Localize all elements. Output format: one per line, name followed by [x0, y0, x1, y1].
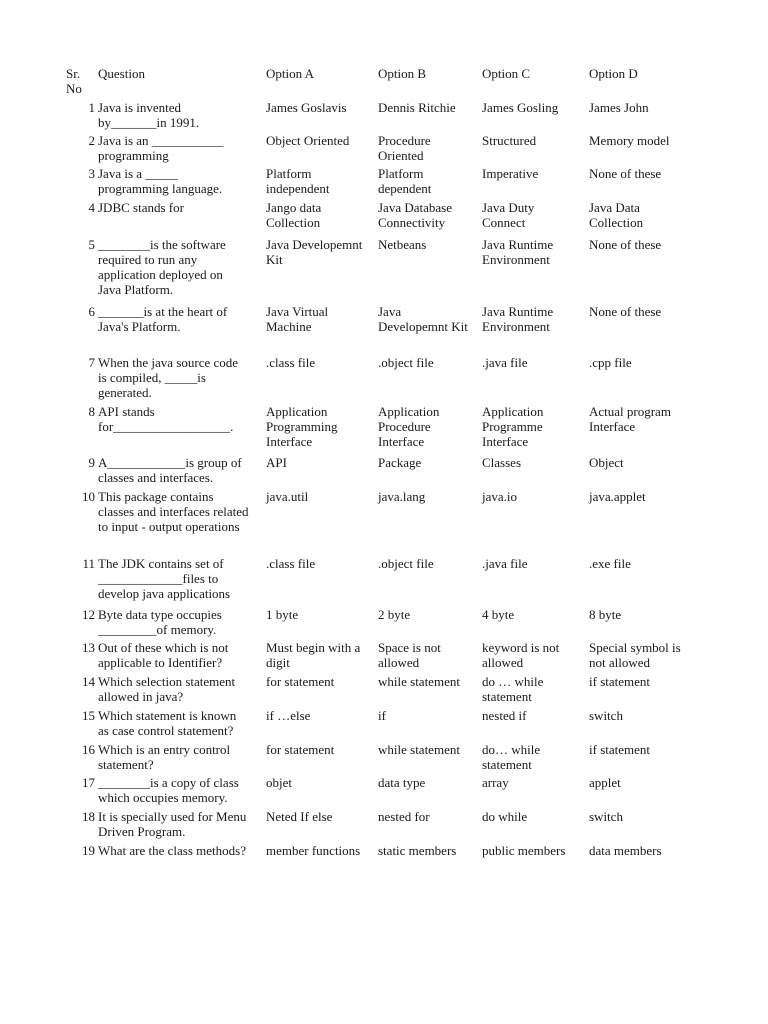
option-d: if statement [589, 674, 651, 689]
table-row [60, 808, 700, 842]
option-d: applet [589, 775, 621, 790]
option-a: Neted If else [266, 809, 333, 824]
row-number: 18 [82, 809, 95, 824]
option-d: data members [589, 843, 662, 858]
option-a: .class file [266, 355, 316, 370]
question-text: API stands for__________________. [98, 404, 234, 434]
option-c: Java Runtime Environment [482, 304, 554, 334]
table-row [60, 454, 700, 488]
option-d: java.applet [589, 489, 646, 504]
option-c: do while [482, 809, 528, 824]
row-number: 3 [88, 166, 95, 181]
option-c: James Gosling [482, 100, 559, 115]
option-b: while statement [378, 674, 460, 689]
option-b: if [378, 708, 386, 723]
option-c: do… while statement [482, 742, 541, 772]
option-a: Java Virtual Machine [266, 304, 329, 334]
option-a: java.util [266, 489, 309, 504]
option-d: Object [589, 455, 624, 470]
option-c: Imperative [482, 166, 539, 181]
option-a: Application Programming Interface [266, 404, 338, 449]
table-row [60, 132, 700, 165]
option-a: if …else [266, 708, 311, 723]
option-b: nested for [378, 809, 430, 824]
option-a: Platform independent [266, 166, 330, 196]
option-b: 2 byte [378, 607, 411, 622]
option-b: .object file [378, 556, 434, 571]
option-b: Package [378, 455, 422, 470]
option-c: keyword is not allowed [482, 640, 560, 670]
option-a: for statement [266, 742, 335, 757]
question-text: A____________is group of classes and interfaces. [98, 455, 242, 485]
option-b: Java Database Connectivity [378, 200, 452, 230]
table-row [60, 99, 700, 132]
option-c: java.io [482, 489, 518, 504]
option-d: None of these [589, 237, 662, 252]
option-d: Actual program Interface [589, 404, 671, 434]
option-c: .java file [482, 556, 528, 571]
option-d: None of these [589, 166, 662, 181]
question-text: When the java source code is compiled, _____is generated. [98, 355, 239, 400]
option-a: 1 byte [266, 607, 299, 622]
table-row [60, 236, 700, 303]
question-text: ________is the software required to run any application deployed on Java Platform. [98, 237, 226, 297]
option-b: Dennis Ritchie [378, 100, 456, 115]
option-b: static members [378, 843, 457, 858]
row-number: 13 [82, 640, 95, 655]
option-c: Classes [482, 455, 521, 470]
table-row [60, 707, 700, 741]
question-text: Byte data type occupies _________of memory. [98, 607, 222, 637]
table-row [60, 555, 700, 606]
option-a: member functions [266, 843, 361, 858]
option-d: 8 byte [589, 607, 622, 622]
option-c: Java Runtime Environment [482, 237, 554, 267]
header-option-c: Option C [482, 66, 531, 81]
table-row [60, 741, 700, 774]
header-option-a: Option A [266, 66, 315, 81]
header-sr-no: Sr. No [66, 66, 82, 96]
option-d: switch [589, 809, 623, 824]
question-text: Java is invented by_______in 1991. [98, 100, 200, 130]
option-d: .cpp file [589, 355, 632, 370]
option-b: java.lang [378, 489, 426, 504]
table-row [60, 165, 700, 199]
question-rows [60, 99, 700, 876]
option-b: Space is not allowed [378, 640, 441, 670]
question-text: What are the class methods? [98, 843, 246, 858]
row-number: 2 [88, 133, 95, 148]
question-text: The JDK contains set of _____________files to develop java applications [98, 556, 231, 601]
table-row [60, 403, 700, 454]
option-b: while statement [378, 742, 460, 757]
option-a: API [266, 455, 287, 470]
option-a: James Goslavis [266, 100, 347, 115]
option-c: nested if [482, 708, 527, 723]
row-number: 1 [88, 100, 95, 115]
table-row [60, 488, 700, 555]
row-number: 6 [88, 304, 95, 319]
option-a: Must begin with a digit [266, 640, 361, 670]
question-text: This package contains classes and interfaces related to input - output operations [98, 489, 249, 534]
option-c: public members [482, 843, 566, 858]
question-table [60, 65, 700, 876]
table-row [60, 774, 700, 808]
option-d: None of these [589, 304, 662, 319]
option-d: Special symbol is not allowed [589, 640, 681, 670]
row-number: 15 [82, 708, 95, 723]
row-number: 9 [88, 455, 95, 470]
header-row [60, 65, 700, 99]
option-d: if statement [589, 742, 651, 757]
question-text: Java is a _____ programming language. [98, 166, 223, 196]
header-option-b: Option B [378, 66, 427, 81]
table-row [60, 303, 700, 354]
option-b: Platform dependent [378, 166, 432, 196]
question-text: It is specially used for Menu Driven Program. [98, 809, 247, 839]
option-a: Java Developemnt Kit [266, 237, 363, 267]
option-a: Jango data Collection [266, 200, 322, 230]
option-d: Memory model [589, 133, 670, 148]
table-row [60, 354, 700, 403]
table-row [60, 842, 700, 876]
table-row [60, 673, 700, 707]
row-number: 12 [82, 607, 95, 622]
option-a: for statement [266, 674, 335, 689]
question-text: ________is a copy of class which occupies memory. [98, 775, 239, 805]
option-b: Netbeans [378, 237, 427, 252]
question-text: Java is an ___________ programming [98, 133, 224, 163]
question-text: Which selection statement allowed in java? [98, 674, 236, 704]
option-d: Java Data Collection [589, 200, 644, 230]
header-option-d: Option D [589, 66, 638, 81]
table-row [60, 606, 700, 639]
option-c: Application Programme Interface [482, 404, 544, 449]
option-c: Java Duty Connect [482, 200, 535, 230]
option-b: Procedure Oriented [378, 133, 431, 163]
question-text: Which statement is known as case control statement? [98, 708, 237, 738]
table-row [60, 639, 700, 673]
option-c: .java file [482, 355, 528, 370]
header-question: Question [98, 66, 145, 81]
option-d: switch [589, 708, 623, 723]
option-c: array [482, 775, 509, 790]
option-d: James John [589, 100, 649, 115]
option-b: Java Developemnt Kit [378, 304, 468, 334]
question-text: _______is at the heart of Java's Platform. [98, 304, 228, 334]
row-number: 17 [82, 775, 95, 790]
option-c: Structured [482, 133, 537, 148]
option-b: data type [378, 775, 426, 790]
question-text: Which is an entry control statement? [98, 742, 231, 772]
option-b: Application Procedure Interface [378, 404, 440, 449]
row-number: 10 [82, 489, 95, 504]
option-d: .exe file [589, 556, 631, 571]
option-c: do … while statement [482, 674, 544, 704]
row-number: 4 [88, 200, 95, 215]
table-row [60, 199, 700, 236]
option-a: objet [266, 775, 292, 790]
row-number: 7 [88, 355, 95, 370]
row-number: 8 [88, 404, 95, 419]
option-a: .class file [266, 556, 316, 571]
row-number: 19 [82, 843, 95, 858]
question-text: Out of these which is not applicable to Identifier? [98, 640, 229, 670]
option-a: Object Oriented [266, 133, 350, 148]
option-b: .object file [378, 355, 434, 370]
option-c: 4 byte [482, 607, 515, 622]
row-number: 11 [82, 556, 95, 571]
row-number: 14 [82, 674, 95, 689]
row-number: 5 [88, 237, 95, 252]
row-number: 16 [82, 742, 95, 757]
question-text: JDBC stands for [98, 200, 184, 215]
